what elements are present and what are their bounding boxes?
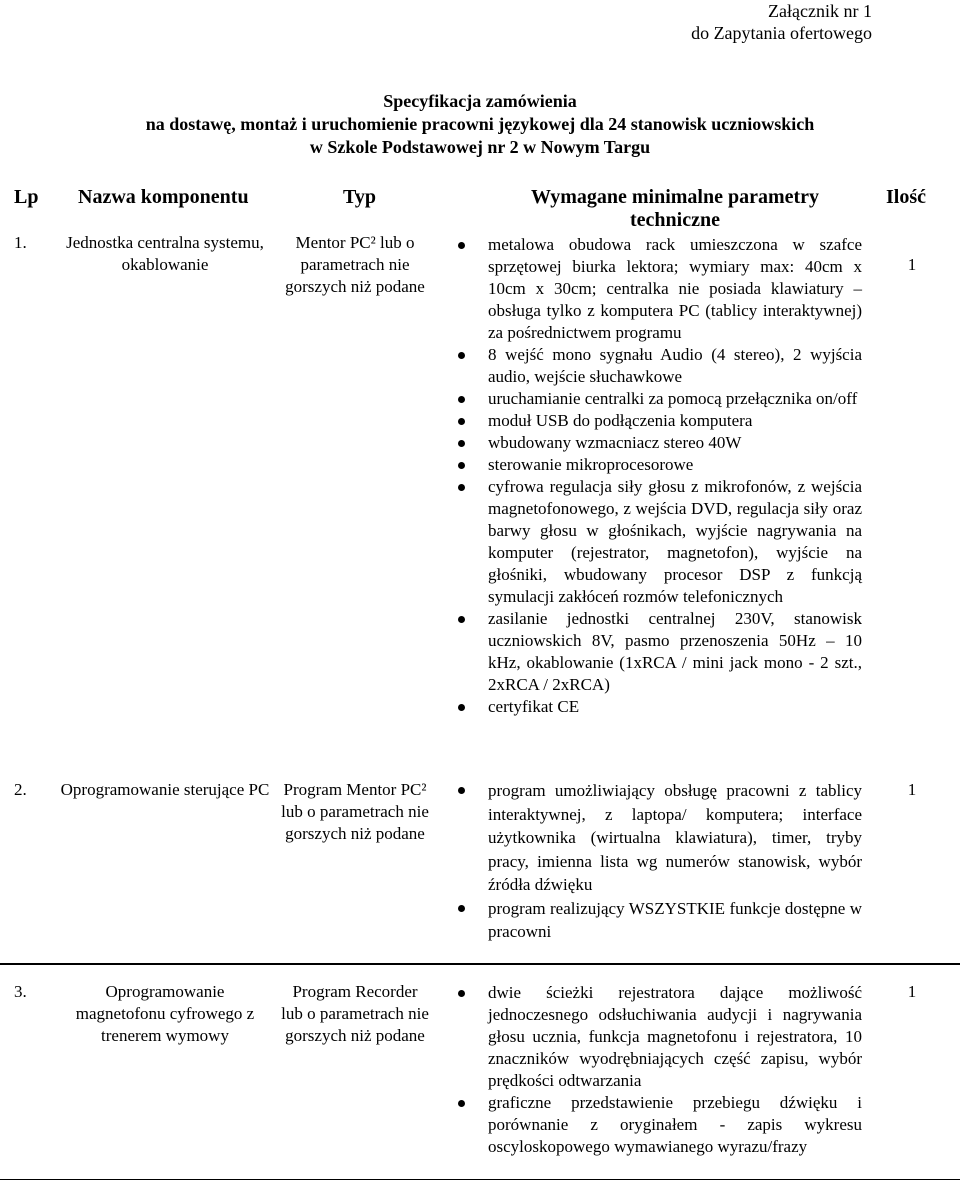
title-line-1: Specyfikacja zamówienia — [383, 91, 577, 111]
param-item: program realizujący WSZYSTKIE funkcje dostępne w pracowni — [488, 897, 862, 944]
param-item: dwie ścieżki rejestratora dające możliwość jednoczesnego odsłuchiwania audycji i nagrywania głosu ucznia, funkcja magnetofonu i rejestratora, 10 znaczników wyodrębniających część zapisu, wybór prędkości odtwarzania — [488, 983, 862, 1090]
document-title — [0, 90, 960, 159]
header-lp: Lp — [14, 186, 39, 208]
param-item: sterowanie mikroprocesorowe — [488, 454, 862, 476]
param-item: metalowa obudowa rack umieszczona w szafce sprzętowej biurka lektora; wymiary max: 40cm x 10cm x 30cm; centralka nie posiada klawiatury – obsługa tylko z komputera PC (tablicy interaktywnej) za pośrednictwem programu — [488, 235, 862, 342]
row-typ: Program Recorder lub o parametrach nie gorszych niż podane — [281, 982, 429, 1045]
title-line-2: na dostawę, montaż i uruchomienie pracowni językowej dla 24 stanowisk uczniowskich — [145, 114, 815, 134]
header-params-line-1: Wymagane minimalne parametry — [530, 186, 820, 208]
attachment-number: Załącznik nr 1 — [768, 1, 872, 21]
row-name: Oprogramowanie magnetofonu cyfrowego z trenerem wymowy — [75, 982, 255, 1045]
header-params — [488, 186, 862, 232]
row-params — [488, 982, 862, 1158]
attachment-header — [691, 0, 872, 44]
row-lp: 2. — [14, 780, 27, 799]
header-qty: Ilość — [886, 186, 926, 208]
row-typ: Mentor PC² lub o parametrach nie gorszych niż podane — [285, 233, 425, 296]
header-params-line-2: techniczne — [630, 209, 720, 231]
row-name: Jednostka centralna systemu, okablowanie — [66, 233, 264, 274]
param-item: uruchamianie centralki za pomocą przełącznika on/off — [488, 388, 862, 410]
param-item: program umożliwiający obsługę pracowni z tablicy interaktywnej, z laptopa/ komputera; interface użytkownika (wirtualna klawiatura), timer, tryby pracy, imienna lista wg numerów stanowisk, wybór źródła dźwięku — [488, 779, 862, 897]
header-name: Nazwa komponentu — [78, 186, 249, 208]
param-item: 8 wejść mono sygnału Audio (4 stereo), 2 wyjścia audio, wejście słuchawkowe — [488, 345, 862, 386]
row-params — [488, 779, 862, 944]
row-lp: 3. — [14, 982, 27, 1001]
row-params — [488, 234, 862, 718]
attachment-reference: do Zapytania ofertowego — [691, 23, 872, 43]
table-bottom-border — [0, 1179, 960, 1180]
param-item: zasilanie jednostki centralnej 230V, stanowisk uczniowskich 8V, pasmo przenoszenia 50Hz – 10 kHz, okablowanie (1xRCA / mini jack mono - 2 szt., 2xRCA / 2xRCA) — [488, 609, 862, 694]
row-lp: 1. — [14, 233, 27, 252]
param-item: certyfikat CE — [488, 696, 862, 718]
row-qty: 1 — [907, 780, 917, 799]
param-item: cyfrowa regulacja siły głosu z mikrofonów, z wejścia magnetofonowego, z wejścia DVD, regulacja siły oraz barwy głosu w głośnikach, wyjście nagrywania na komputer (rejestrator, magnetofon), wyjście na głośniki, wbudowany procesor DSP z funkcją symulacji zakłóceń rozmów telefonicznych — [488, 477, 862, 606]
title-line-3: w Szkole Podstawowej nr 2 w Nowym Targu — [309, 137, 651, 157]
header-typ: Typ — [343, 186, 376, 208]
row-qty: 1 — [907, 982, 917, 1001]
row-name: Oprogramowanie sterujące PC — [60, 780, 270, 799]
row-typ: Program Mentor PC² lub o parametrach nie gorszych niż podane — [281, 780, 429, 843]
table-divider — [0, 963, 960, 965]
param-item: wbudowany wzmacniacz stereo 40W — [488, 432, 862, 454]
param-item: moduł USB do podłączenia komputera — [488, 410, 862, 432]
param-item: graficzne przedstawienie przebiegu dźwięku i porównanie z oryginałem - zapis wykresu oscyloskopowego wymawianego wyrazu/frazy — [488, 1093, 862, 1156]
row-qty: 1 — [907, 255, 917, 274]
